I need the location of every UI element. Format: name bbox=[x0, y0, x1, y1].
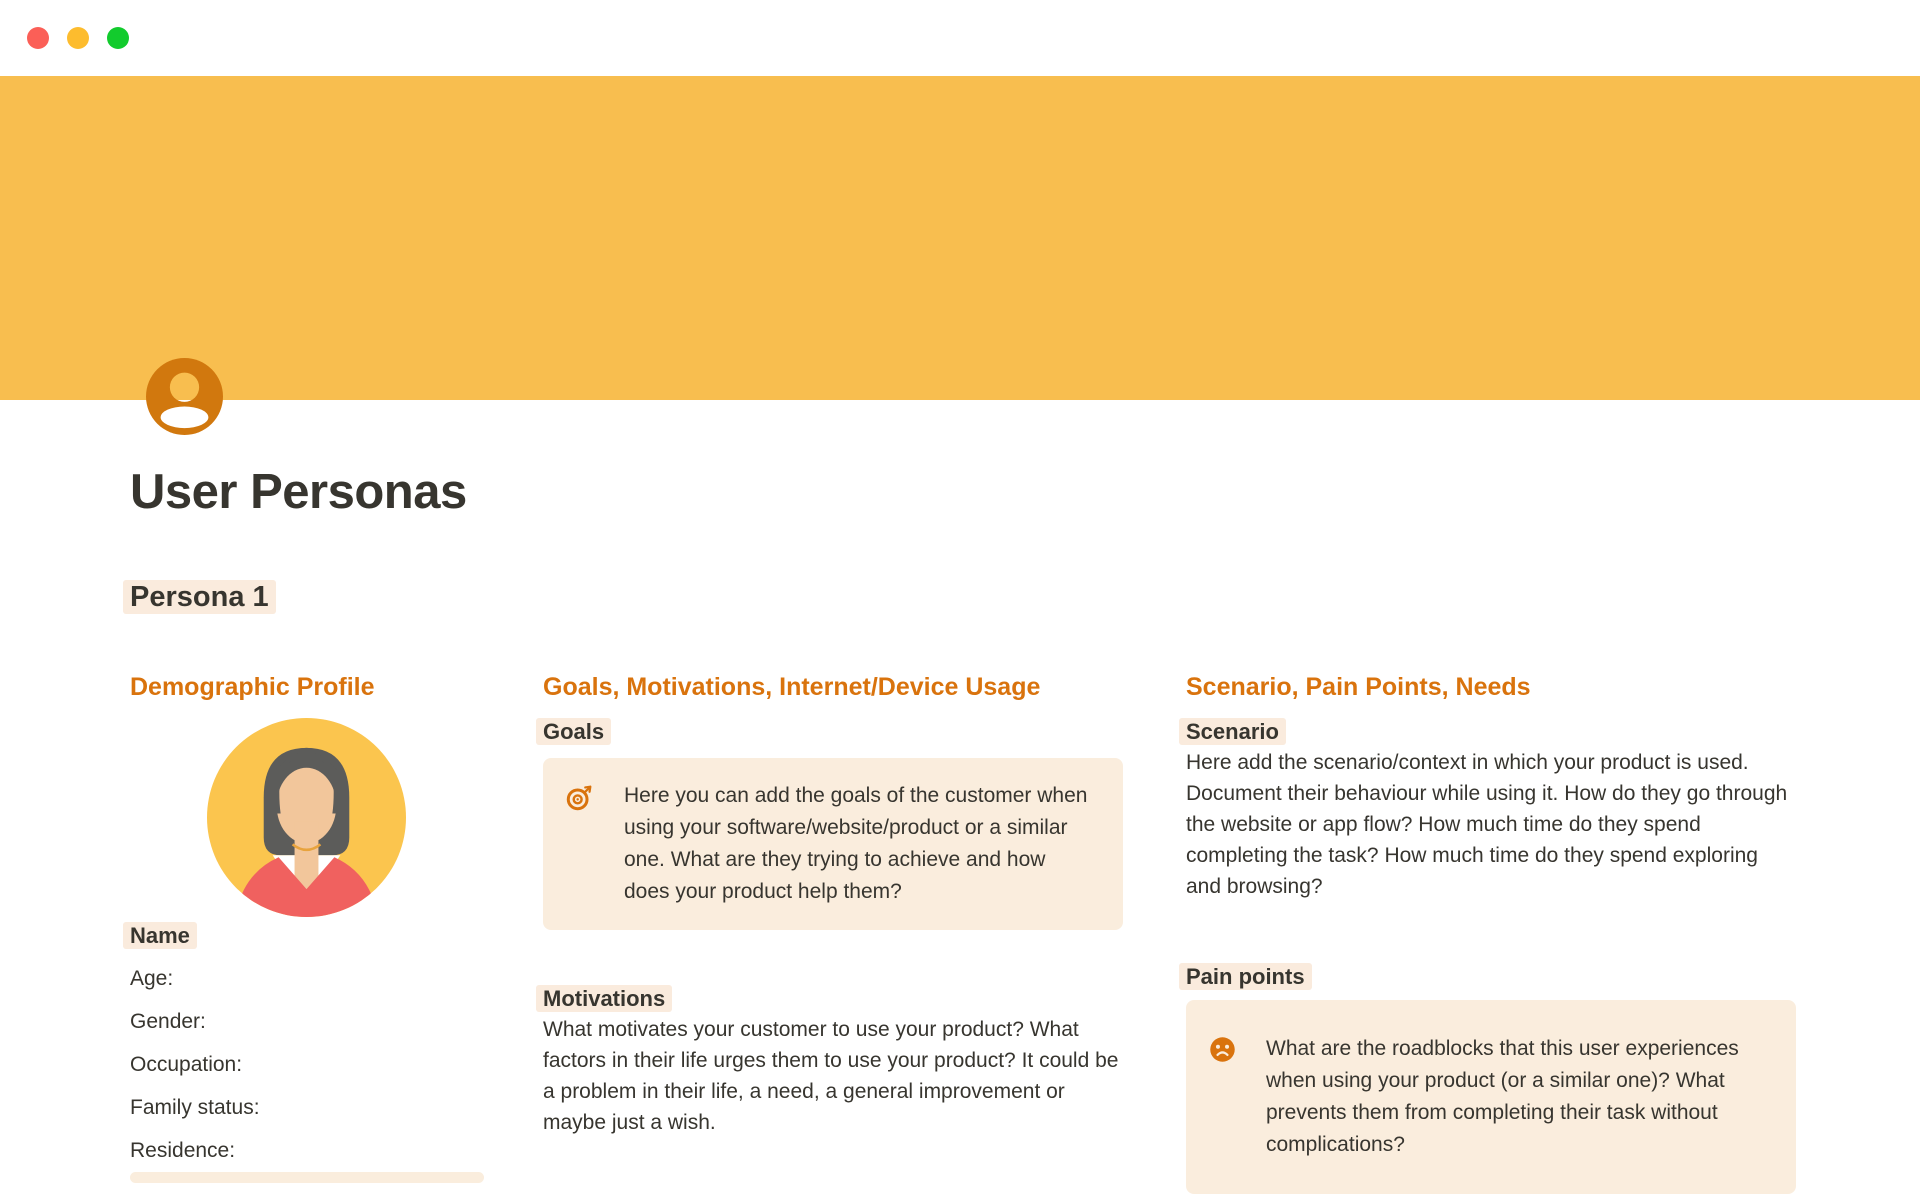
scenario-pain-header[interactable]: Scenario, Pain Points, Needs bbox=[1186, 673, 1531, 702]
woman-avatar-illustration[interactable] bbox=[207, 718, 406, 917]
person-icon[interactable] bbox=[146, 358, 223, 435]
pain-points-label: Pain points bbox=[1179, 963, 1312, 990]
page-content bbox=[0, 400, 1920, 1194]
window-titlebar bbox=[0, 0, 1920, 76]
field-occupation[interactable]: Occupation: bbox=[130, 1053, 243, 1077]
goals-motivations-header[interactable]: Goals, Motivations, Internet/Device Usage bbox=[543, 673, 1041, 702]
close-window-button[interactable] bbox=[27, 27, 49, 49]
motivations-label: Motivations bbox=[536, 985, 672, 1012]
field-age[interactable]: Age: bbox=[130, 967, 174, 991]
page-cover bbox=[0, 76, 1920, 400]
name-label-row[interactable] bbox=[130, 921, 482, 951]
pain-points-callout[interactable] bbox=[1186, 1000, 1796, 1194]
name-label: Name bbox=[123, 922, 197, 949]
scenario-text[interactable]: Here add the scenario/context in which your product is used. Document their behaviour while using it. How do they go through the website or app flow? How much time do they spend completing the task? How much time do they spend exploring and browsing? bbox=[1186, 751, 1788, 899]
section-heading[interactable] bbox=[130, 578, 1860, 616]
field-gender[interactable]: Gender: bbox=[130, 1010, 206, 1034]
field-family-status[interactable]: Family status: bbox=[130, 1096, 260, 1120]
column-scenario-pain bbox=[1186, 672, 1796, 1194]
minimize-window-button[interactable] bbox=[67, 27, 89, 49]
motivations-text[interactable]: What motivates your customer to use your product? What factors in their life urges them to use your product? It could be a problem in their life, a need, a general improvement or maybe just a wish. bbox=[543, 1018, 1119, 1135]
page-title[interactable]: User Personas bbox=[130, 465, 467, 519]
pain-points-label-row[interactable] bbox=[1186, 962, 1796, 992]
goals-callout[interactable] bbox=[543, 758, 1123, 930]
scenario-label-row[interactable] bbox=[1186, 717, 1796, 747]
demographic-header[interactable]: Demographic Profile bbox=[130, 673, 375, 702]
sad-face-icon[interactable] bbox=[1208, 1035, 1237, 1069]
pain-points-callout-text: What are the roadblocks that this user experiences when using your product (or a similar one)? What prevents them from completing their task without complications? bbox=[1266, 1037, 1739, 1157]
empty-highlight-block[interactable] bbox=[130, 1172, 484, 1183]
goals-label: Goals bbox=[536, 718, 611, 745]
persona-columns bbox=[130, 672, 1860, 1194]
target-icon[interactable] bbox=[565, 782, 595, 817]
goals-callout-text: Here you can add the goals of the customer when using your software/website/product or a similar one. What are they trying to achieve and how does your product help them? bbox=[624, 784, 1088, 904]
scenario-label: Scenario bbox=[1179, 718, 1286, 745]
goals-label-row[interactable] bbox=[543, 717, 1123, 747]
column-goals-motivations bbox=[543, 672, 1123, 1138]
window-controls bbox=[27, 27, 129, 49]
section-heading-text: Persona 1 bbox=[123, 580, 276, 614]
field-residence[interactable]: Residence: bbox=[130, 1139, 236, 1163]
motivations-label-row[interactable] bbox=[543, 984, 1123, 1014]
column-demographic bbox=[130, 672, 482, 1183]
zoom-window-button[interactable] bbox=[107, 27, 129, 49]
